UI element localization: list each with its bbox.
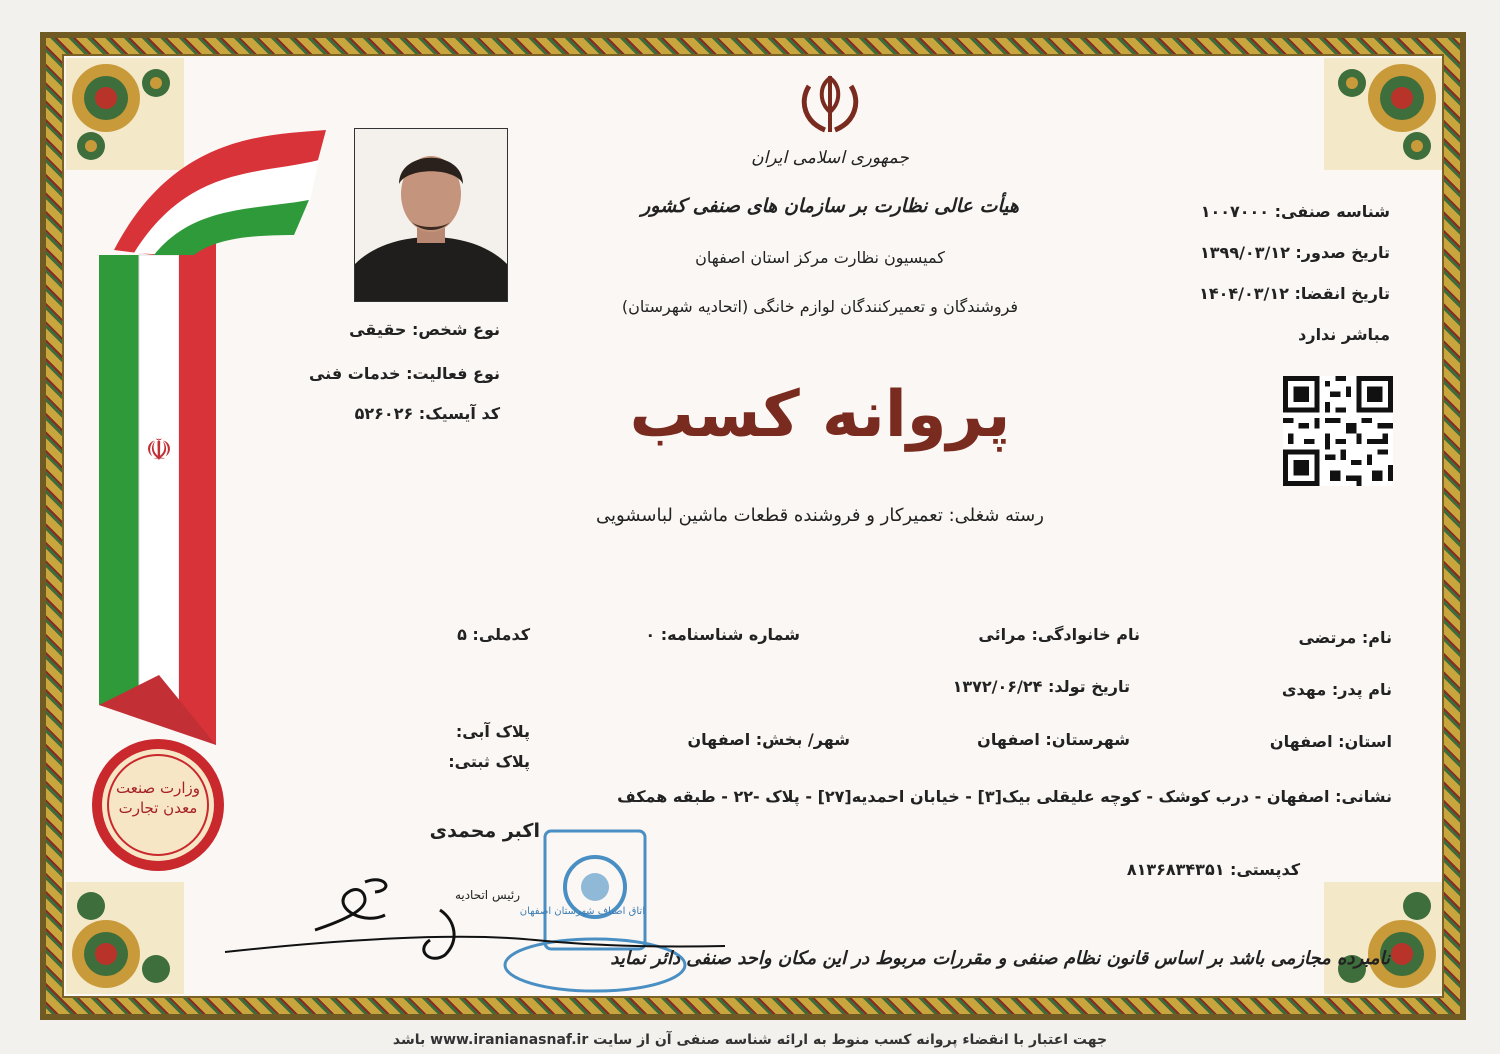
footer-statement: نامبرده مجازمی باشد بر اساس قانون نظام صنفی و مقررات مربوط در این مکان واحد صنفی دائر نماید (610, 948, 1390, 969)
expiry-date: تاریخ انقضا: ۱۴۰۴/۰۳/۱۲ (1199, 284, 1390, 303)
license-title: پروانه کسب (629, 378, 1011, 452)
signatory-name: اکبر محمدی (429, 820, 540, 842)
address: نشانی: اصفهان - درب کوشک - کوچه علیقلی بیک[۳] - خیابان احمدیه[۲۷] - پلاک -۲۲ - طبقه همکف (617, 787, 1392, 806)
county: شهرستان: اصفهان (977, 730, 1130, 749)
signatory-role: رئیس اتحادیه (454, 888, 520, 902)
job-category: رسته شغلی: تعمیرکار و فروشنده قطعات ماشین لباسشویی (596, 505, 1044, 526)
blue-plate: پلاک آبی: (455, 722, 530, 741)
first-name: نام: مرتضی (1298, 628, 1392, 647)
commission-title: کمیسیون نظارت مرکز استان اصفهان (695, 248, 945, 267)
birth-date: تاریخ تولد: ۱۳۷۲/۰۶/۲۴ (952, 677, 1130, 696)
father-name: نام پدر: مهدی (1281, 680, 1392, 699)
republic-title: جمهوری اسلامی ایران (751, 148, 909, 168)
issue-date: تاریخ صدور: ۱۳۹۹/۰۳/۱۲ (1200, 243, 1390, 262)
person-type: نوع شخص: حقیقی (349, 320, 500, 339)
id-number: شماره شناسنامه: ۰ (645, 625, 800, 644)
guild-id: شناسه صنفی: ۱۰۰۷۰۰۰ (1200, 202, 1390, 221)
national-code: کدملی: ۵ (457, 625, 530, 644)
union-title: فروشندگان و تعمیرکنندگان لوازم خانگی (اتحادیه شهرستان) (621, 297, 1019, 316)
bottom-note: جهت اعتبار با انقضاء پروانه کسب منوط به ارائه شناسه صنفی آن از سایت www.iranianasnaf.ir باشد (392, 1032, 1108, 1048)
family-name: نام خانوادگی: مرائی (978, 625, 1140, 644)
corner-ornament-icon (1324, 882, 1442, 994)
holder-photo (354, 128, 508, 302)
corner-ornament-icon (1324, 58, 1442, 170)
board-title: هیأت عالی نظارت بر سازمان های صنفی کشور (641, 195, 1019, 217)
corner-ornament-icon (66, 882, 184, 994)
qr-code-icon (1282, 376, 1394, 486)
province: استان: اصفهان (1269, 732, 1392, 751)
flag-ribbon-icon (94, 115, 334, 755)
ministry-stamp-text: وزارت صنعت معدن تجارت (115, 779, 201, 817)
postal-code: کدپستی: ۸۱۳۶۸۳۴۳۵۱ (1126, 860, 1300, 879)
iran-emblem-icon (795, 72, 865, 138)
manager-status: مباشر ندارد (1298, 325, 1390, 344)
activity-type: نوع فعالیت: خدمات فنی (308, 364, 500, 383)
svg-text:☫: ☫ (145, 433, 173, 468)
isic-code: کد آیسیک: ۵۲۶۰۲۶ (354, 404, 500, 423)
bottom-note-strip (300, 1026, 1200, 1054)
registration-plate: پلاک ثبتی: (448, 752, 530, 771)
union-stamp-text: اتاق اصناف شهرستان اصفهان (519, 906, 645, 917)
city: شهر/ بخش: اصفهان (687, 730, 850, 749)
